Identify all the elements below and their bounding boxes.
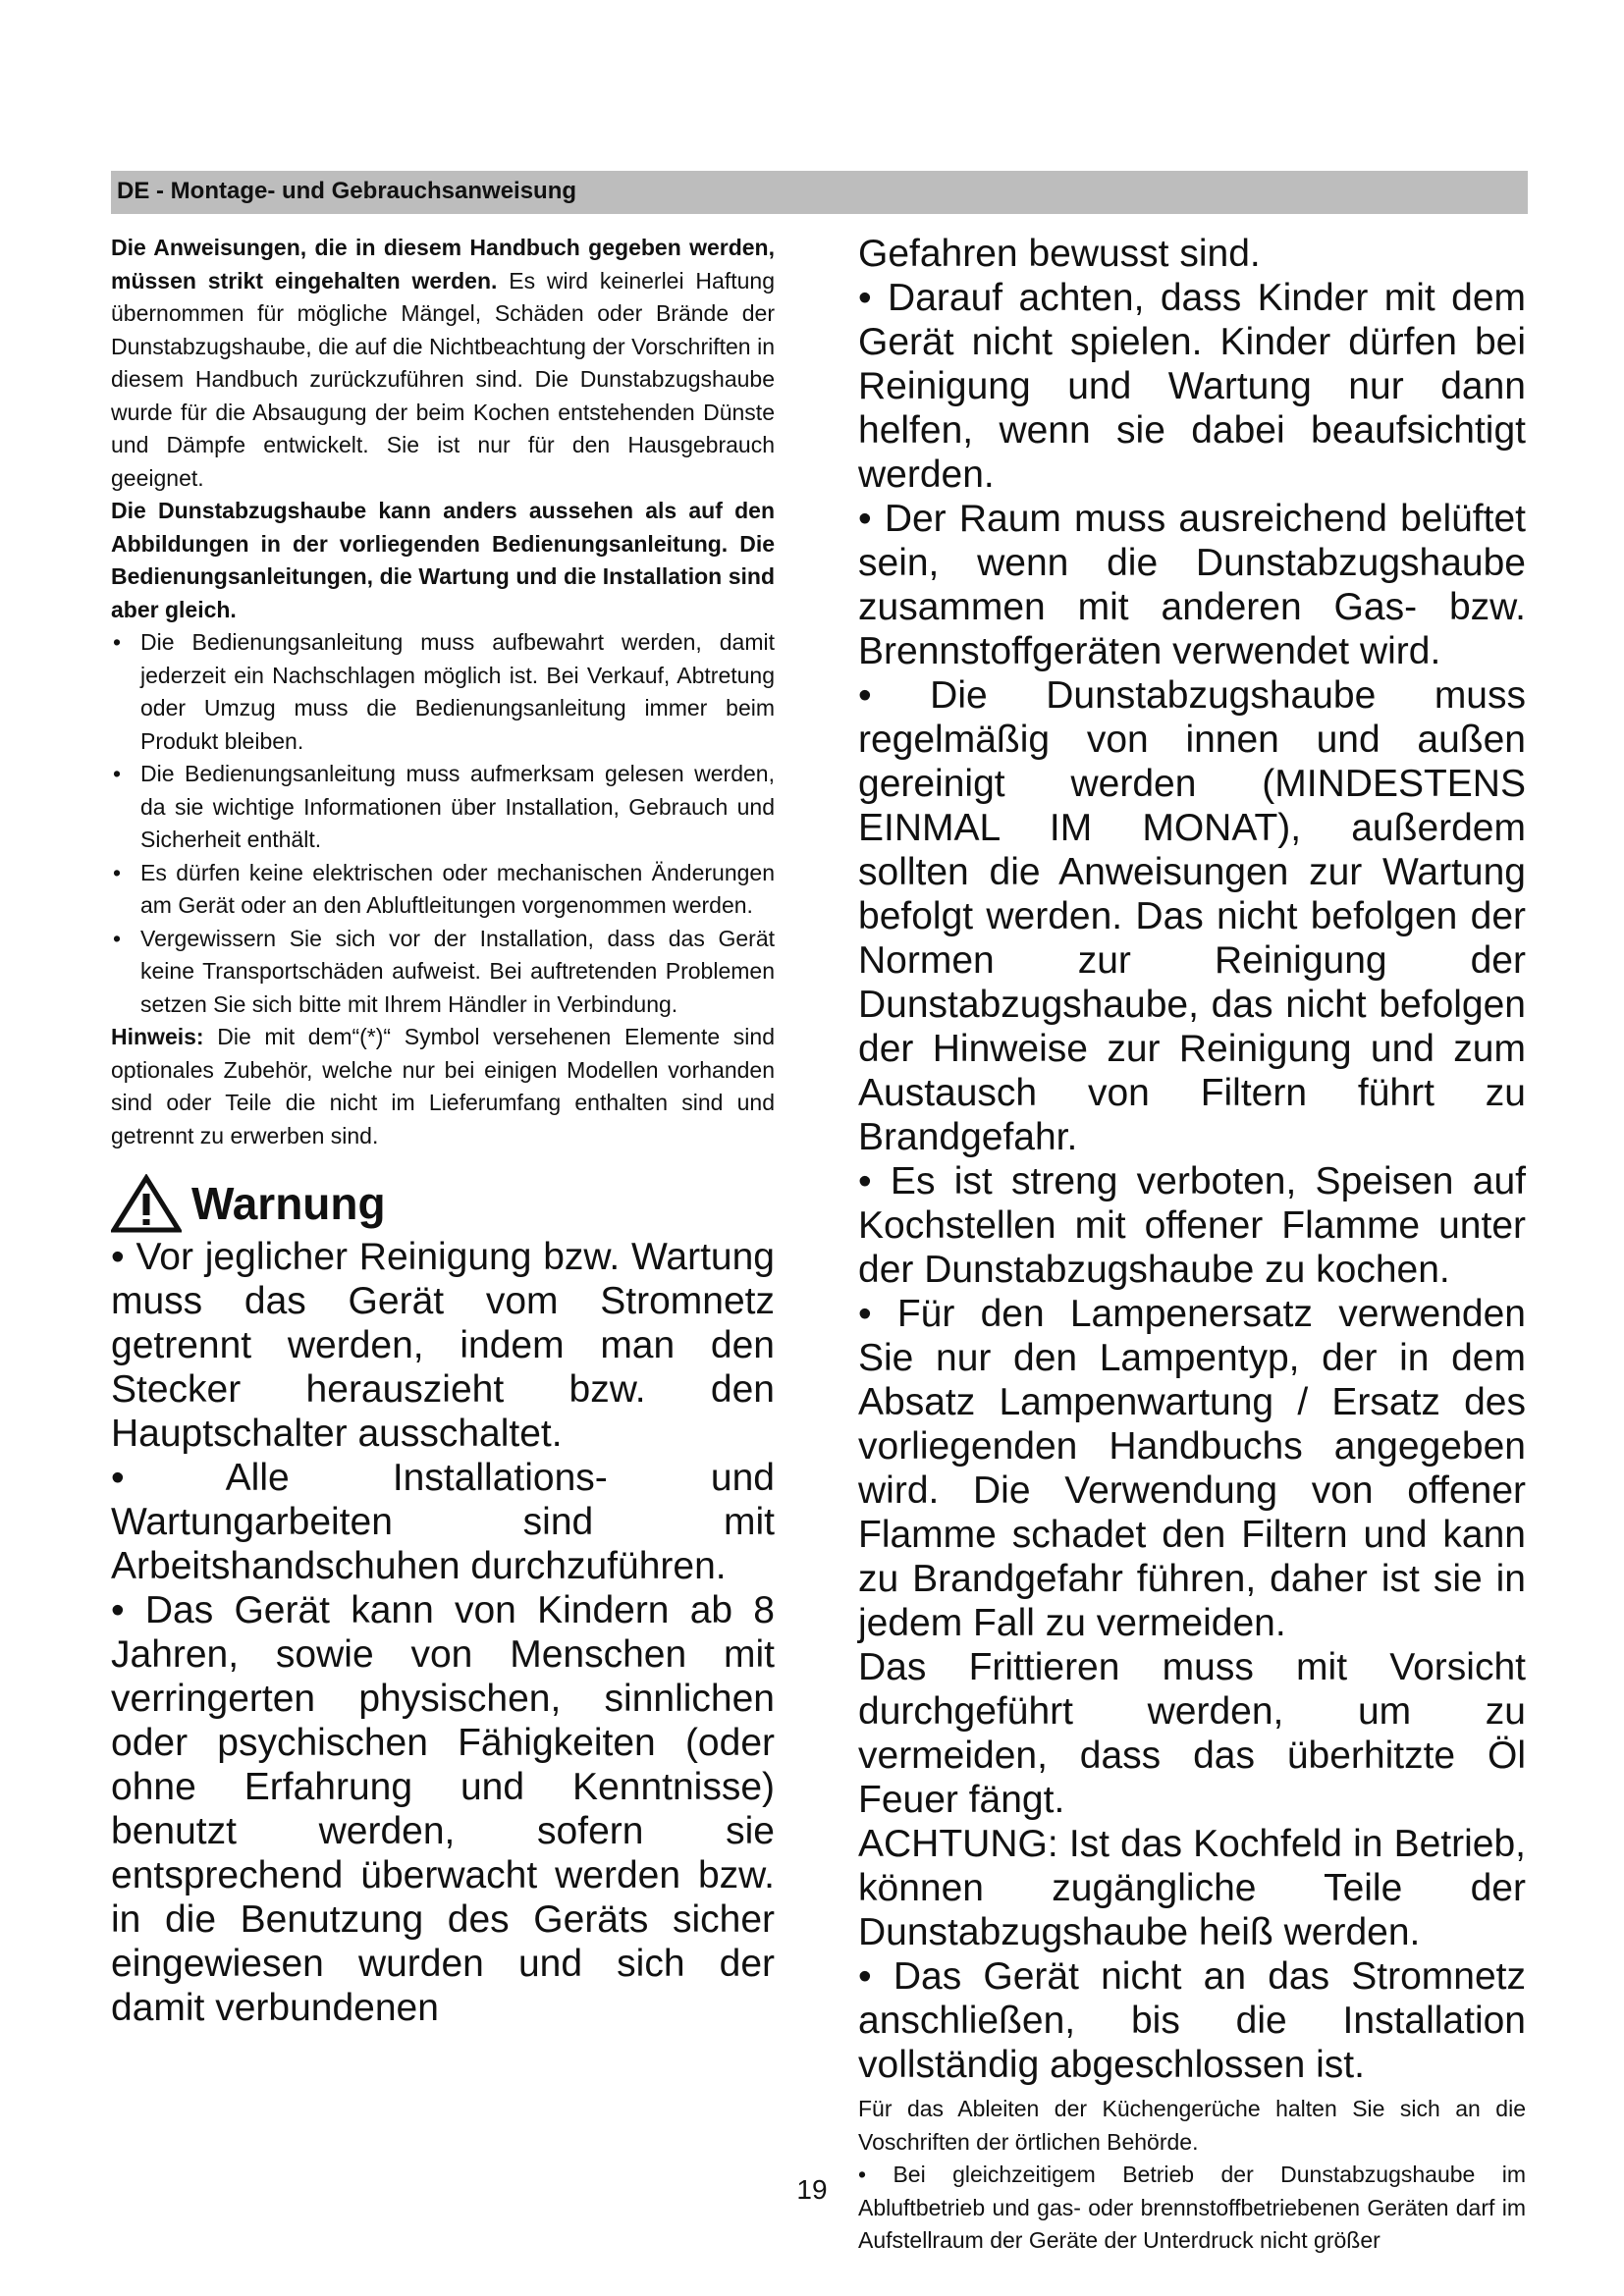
- intro-text: Es wird keinerlei Haftung übernommen für mögliche Mängel, Schäden oder Brände der Dunstabzugshaube, die auf die Nichtbeachtung der Vorschriften in diesem Handbuch zurückzuführen sind. Die Dunstabzugshaube wurde für die Absaugung der beim Kochen entstehenden Dünste und Dämpfe entwickelt. Sie ist nur für den Hausgebrauch geeignet.: [111, 267, 775, 491]
- list-item-text: Es dürfen keine elektrischen oder mechanischen Änderungen am Gerät oder an den Abluftleitungen vorgenommen werden.: [140, 859, 775, 918]
- bullet-icon: •: [113, 761, 122, 786]
- bullet-icon: •: [113, 925, 122, 951]
- safety-paragraph: Gefahren bewusst sind.: [858, 233, 1261, 275]
- list-item: [111, 626, 775, 758]
- hint-text: Die mit dem“(*)“ Symbol versehenen Elemente sind optionales Zubehör, welche nur bei einigen Modellen vorhanden sind oder Teile die nicht im Lieferumfang enthalten sind und getrennt zu erwerben sind.: [111, 1024, 775, 1148]
- warning-heading: [111, 1174, 775, 1233]
- list-item-text: Die Bedienungsanleitung muss aufmerksam gelesen werden, da sie wichtige Informationen über Installation, Gebrauch und Sicherheit enthält.: [140, 761, 775, 852]
- intro-paragraph: [111, 232, 775, 495]
- safety-paragraph: ACHTUNG: Ist das Kochfeld in Betrieb, können zugängliche Teile der Dunstabzugshaube heiß werden.: [858, 1823, 1526, 1953]
- appearance-note: Die Dunstabzugshaube kann anders aussehen als auf den Abbildungen in der vorliegenden Bedienungsanleitung. Die Bedienungsanleitungen, die Wartung und die Installation sind aber gleich.: [111, 498, 775, 622]
- bullet-icon: •: [113, 859, 122, 885]
- warning-paragraph: • Vor jeglicher Reinigung bzw. Wartung muss das Gerät vom Stromnetz getrennt werden, indem man den Stecker herauszieht bzw. den Hauptschalter ausschaltet.: [111, 1236, 775, 1455]
- list-item: [111, 758, 775, 857]
- section-title: DE - Montage- und Gebrauchsanweisung: [117, 178, 577, 204]
- safety-paragraph: • Darauf achten, dass Kinder mit dem Gerät nicht spielen. Kinder dürfen bei Reinigung und Wartung nur dann helfen, wenn sie dabei beaufsichtigt werden.: [858, 277, 1526, 496]
- bullet-icon: •: [113, 629, 122, 655]
- pressure-paragraph: • Bei gleichzeitigem Betrieb der Dunstabzugshaube im Abluftbetrieb und gas- oder brennstoffbetriebenen Geräten darf im Aufstellraum der Geräte der Unterdruck nicht größer: [858, 2162, 1526, 2253]
- safety-paragraph: • Der Raum muss ausreichend belüftet sein, wenn die Dunstabzugshaube zusammen mit anderen Gas- bzw. Brennstoffgeräten verwendet wird.: [858, 498, 1526, 672]
- safety-paragraph: • Das Gerät nicht an das Stromnetz anschließen, bis die Installation vollständig abgeschlossen ist.: [858, 1955, 1526, 2086]
- hint-paragraph: [111, 1021, 775, 1152]
- safety-paragraph: • Die Dunstabzugshaube muss regelmäßig von innen und außen gereinigt werden (MINDESTENS EINMAL IM MONAT), außerdem sollten die Anweisungen zur Wartung befolgt werden. Das nicht befolgen der Normen zur Reinigung der Dunstabzugshaube, das nicht befolgen der Hinweise zur Reinigung und zum Austausch von Filtern führt zu Brandgefahr.: [858, 674, 1526, 1158]
- hint-label: Hinweis:: [111, 1024, 204, 1049]
- list-item: [111, 857, 775, 923]
- warning-triangle-icon: [111, 1174, 182, 1233]
- safety-paragraph: • Es ist streng verboten, Speisen auf Kochstellen mit offener Flamme unter der Dunstabzugshaube zu kochen.: [858, 1160, 1526, 1291]
- list-item-text: Vergewissern Sie sich vor der Installation, dass das Gerät keine Transportschäden aufweist. Bei auftretenden Problemen setzen Sie sich bitte mit Ihrem Händler in Verbindung.: [140, 925, 775, 1017]
- list-item-text: Die Bedienungsanleitung muss aufbewahrt werden, damit jederzeit ein Nachschlagen möglich ist. Bei Verkauf, Abtretung oder Umzug muss die Bedienungsanleitung immer beim Produkt bleiben.: [140, 629, 775, 754]
- warning-paragraph: • Alle Installations- und Wartungarbeiten sind mit Arbeitshandschuhen durchzuführen.: [111, 1457, 775, 1587]
- safety-paragraph: • Für den Lampenersatz verwenden Sie nur den Lampentyp, der in dem Absatz Lampenwartung / Ersatz des vorliegenden Handbuchs angegeben wird. Die Verwendung von offener Flamme schadet den Filtern und kann zu Brandgefahr führen, daher ist sie in jedem Fall zu vermeiden.: [858, 1293, 1526, 1644]
- safety-paragraph: Das Frittieren muss mit Vorsicht durchgeführt werden, um zu vermeiden, dass das überhitzte Öl Feuer fängt.: [858, 1646, 1526, 1821]
- intro-bold: Die Anweisungen, die in diesem Handbuch gegeben werden, müssen strikt eingehalten werden.: [111, 235, 775, 294]
- page-number: 19: [796, 2174, 828, 2205]
- list-item: [111, 923, 775, 1022]
- right-column: [858, 232, 1526, 2258]
- left-column: [111, 232, 775, 2030]
- odour-paragraph: Für das Ableiten der Küchengerüche halten Sie sich an die Voschriften der örtlichen Behörde.: [858, 2096, 1526, 2155]
- warning-paragraph: • Das Gerät kann von Kindern ab 8 Jahren, sowie von Menschen mit verringerten physischen, sinnlichen oder psychischen Fähigkeiten (oder ohne Erfahrung und Kenntnisse) benutzt werden, sofern sie entsprechend überwacht werden bzw. in die Benutzung des Geräts sicher eingewiesen wurden und sich der damit verbundenen: [111, 1589, 775, 2029]
- warning-title: Warnung: [191, 1178, 386, 1229]
- section-header-bar: [111, 171, 1528, 214]
